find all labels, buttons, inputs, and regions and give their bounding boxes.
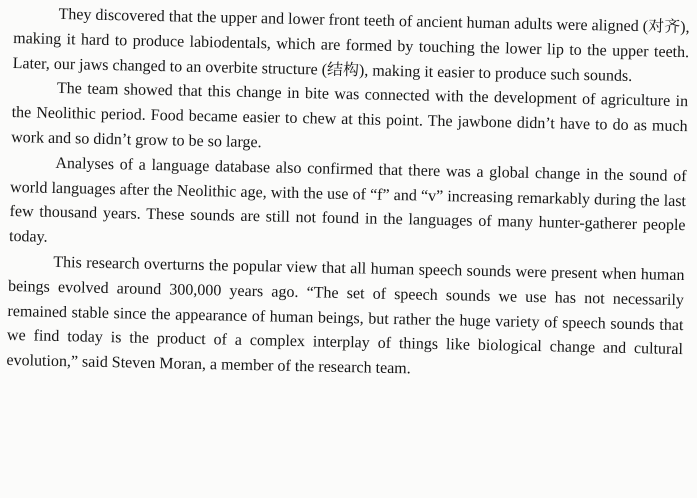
article-body [6,2,690,388]
paragraph-research-conclusion: This research overturns the popular view that all human speech sounds were present when human beings evolved around 300,000 years ago. “The set of speech sounds we use has not necessarily remained stable since the appearance of human beings, but rather the huge variety of speech sounds that we find today is the product of a complex interplay of things like biological change and cultural evolution,” said Steven Moran, a member of the research team. [6,253,685,378]
paragraph-agriculture-bite: The team showed that this change in bite was connected with the development of agriculture in the Neolithic period. Food became easier to chew at this point. The jawbone didn’t have to do as much work and so didn’t grow to be so large. [10,80,689,152]
paragraph-language-database: Analyses of a language database also confirmed that there was a global change in the sound of world languages after the Neolithic age, with the use of “f” and “v” increasing remarkably during the last few thousand years. These sounds are still not found in the languages of many hunter-gatherer people today. [8,154,687,246]
paragraph-teeth-alignment: They discovered that the upper and lower front teeth of ancient human adults were aligned (对齐), making it hard to produce labiodentals, which are formed by touching the lower lip to the upper teeth. Later, our jaws changed to an overbite structure (结构), making it easier to produce such sounds. [12,5,690,85]
